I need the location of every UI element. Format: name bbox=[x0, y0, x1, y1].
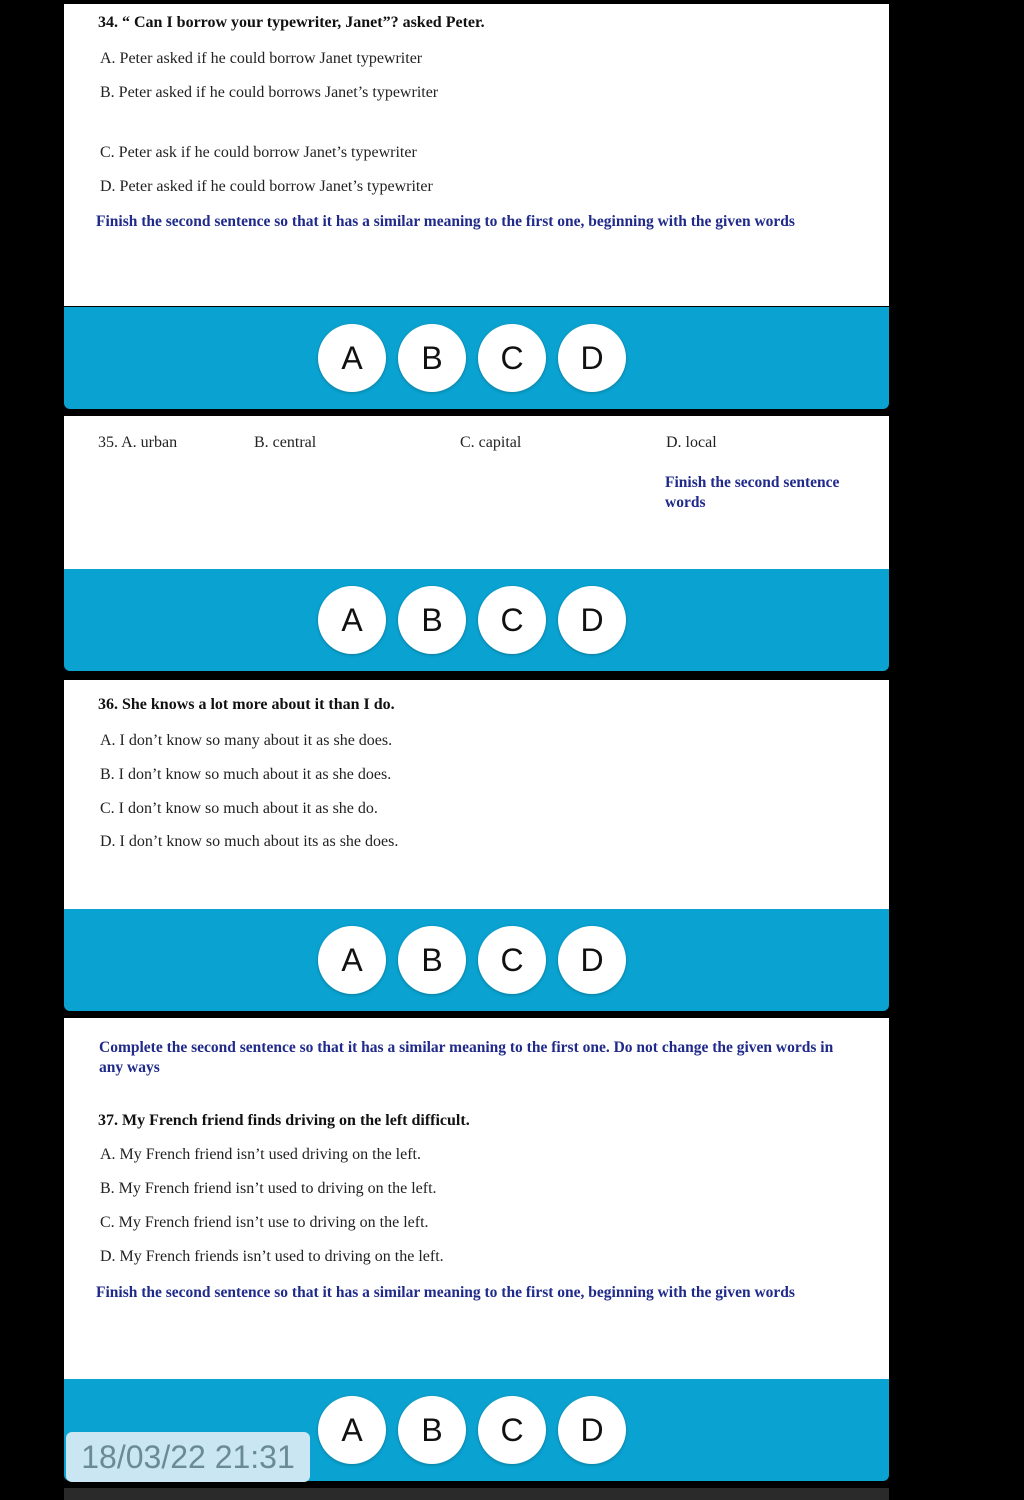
question-34-text: 34. “ Can I borrow your typewriter, Janet”? asked Peter. bbox=[98, 14, 485, 31]
answer-b-button[interactable]: B bbox=[398, 926, 466, 994]
q36-option-c: C. I don’t know so much about it as she do. bbox=[100, 800, 378, 817]
bottom-edge bbox=[64, 1488, 889, 1500]
answer-bar-2 bbox=[64, 569, 889, 671]
answer-c-button[interactable]: C bbox=[478, 926, 546, 994]
answer-c-button[interactable]: C bbox=[478, 1396, 546, 1464]
q34-option-a: A. Peter asked if he could borrow Janet typewriter bbox=[100, 50, 423, 67]
q37-instruction-top: Complete the second sentence so that it has a similar meaning to the first one. Do not change the given words in any ways bbox=[99, 1039, 834, 1076]
q34-instruction: Finish the second sentence so that it has a similar meaning to the first one, beginning with the given words bbox=[96, 213, 795, 230]
timestamp-overlay: 18/03/22 21:31 bbox=[66, 1432, 310, 1482]
question-37-card bbox=[64, 1018, 889, 1379]
answer-d-button[interactable]: D bbox=[558, 324, 626, 392]
answer-d-button[interactable]: D bbox=[558, 586, 626, 654]
q35-option-d: D. local bbox=[666, 434, 717, 451]
answer-bar-1 bbox=[64, 307, 889, 409]
q34-option-c: C. Peter ask if he could borrow Janet’s typewriter bbox=[100, 144, 417, 161]
answer-a-button[interactable]: A bbox=[318, 1396, 386, 1464]
question-34-card bbox=[64, 4, 889, 306]
answer-bar-3 bbox=[64, 909, 889, 1011]
q34-option-d: D. Peter asked if he could borrow Janet’s typewriter bbox=[100, 178, 433, 195]
question-36-text: 36. She knows a lot more about it than I do. bbox=[98, 696, 395, 713]
answer-a-button[interactable]: A bbox=[318, 324, 386, 392]
q36-option-b: B. I don’t know so much about it as she does. bbox=[100, 766, 392, 783]
answer-a-button[interactable]: A bbox=[318, 926, 386, 994]
answer-c-button[interactable]: C bbox=[478, 324, 546, 392]
q37-option-a: A. My French friend isn’t used driving on the left. bbox=[100, 1146, 421, 1163]
question-37-text: 37. My French friend finds driving on the left difficult. bbox=[98, 1112, 470, 1129]
q35-option-a: 35. A. urban bbox=[98, 434, 178, 451]
q37-option-d: D. My French friends isn’t used to driving on the left. bbox=[100, 1248, 444, 1265]
answer-b-button[interactable]: B bbox=[398, 586, 466, 654]
q37-option-b: B. My French friend isn’t used to driving on the left. bbox=[100, 1180, 437, 1197]
question-36-card bbox=[64, 680, 889, 909]
answer-b-button[interactable]: B bbox=[398, 1396, 466, 1464]
answer-b-button[interactable]: B bbox=[398, 324, 466, 392]
answer-a-button[interactable]: A bbox=[318, 586, 386, 654]
q35-option-c: C. capital bbox=[460, 434, 522, 451]
question-35-card bbox=[64, 416, 889, 569]
q35-instruction: Finish the second sentence words bbox=[665, 474, 840, 511]
answer-d-button[interactable]: D bbox=[558, 1396, 626, 1464]
q36-option-d: D. I don’t know so much about its as she does. bbox=[100, 833, 399, 850]
q35-option-b: B. central bbox=[254, 434, 317, 451]
q37-instruction: Finish the second sentence so that it has a similar meaning to the first one, beginning with the given words bbox=[96, 1284, 795, 1301]
answer-c-button[interactable]: C bbox=[478, 586, 546, 654]
answer-d-button[interactable]: D bbox=[558, 926, 626, 994]
q36-option-a: A. I don’t know so many about it as she does. bbox=[100, 732, 393, 749]
q37-option-c: C. My French friend isn’t use to driving on the left. bbox=[100, 1214, 429, 1231]
q34-option-b: B. Peter asked if he could borrows Janet’s typewriter bbox=[100, 84, 439, 101]
